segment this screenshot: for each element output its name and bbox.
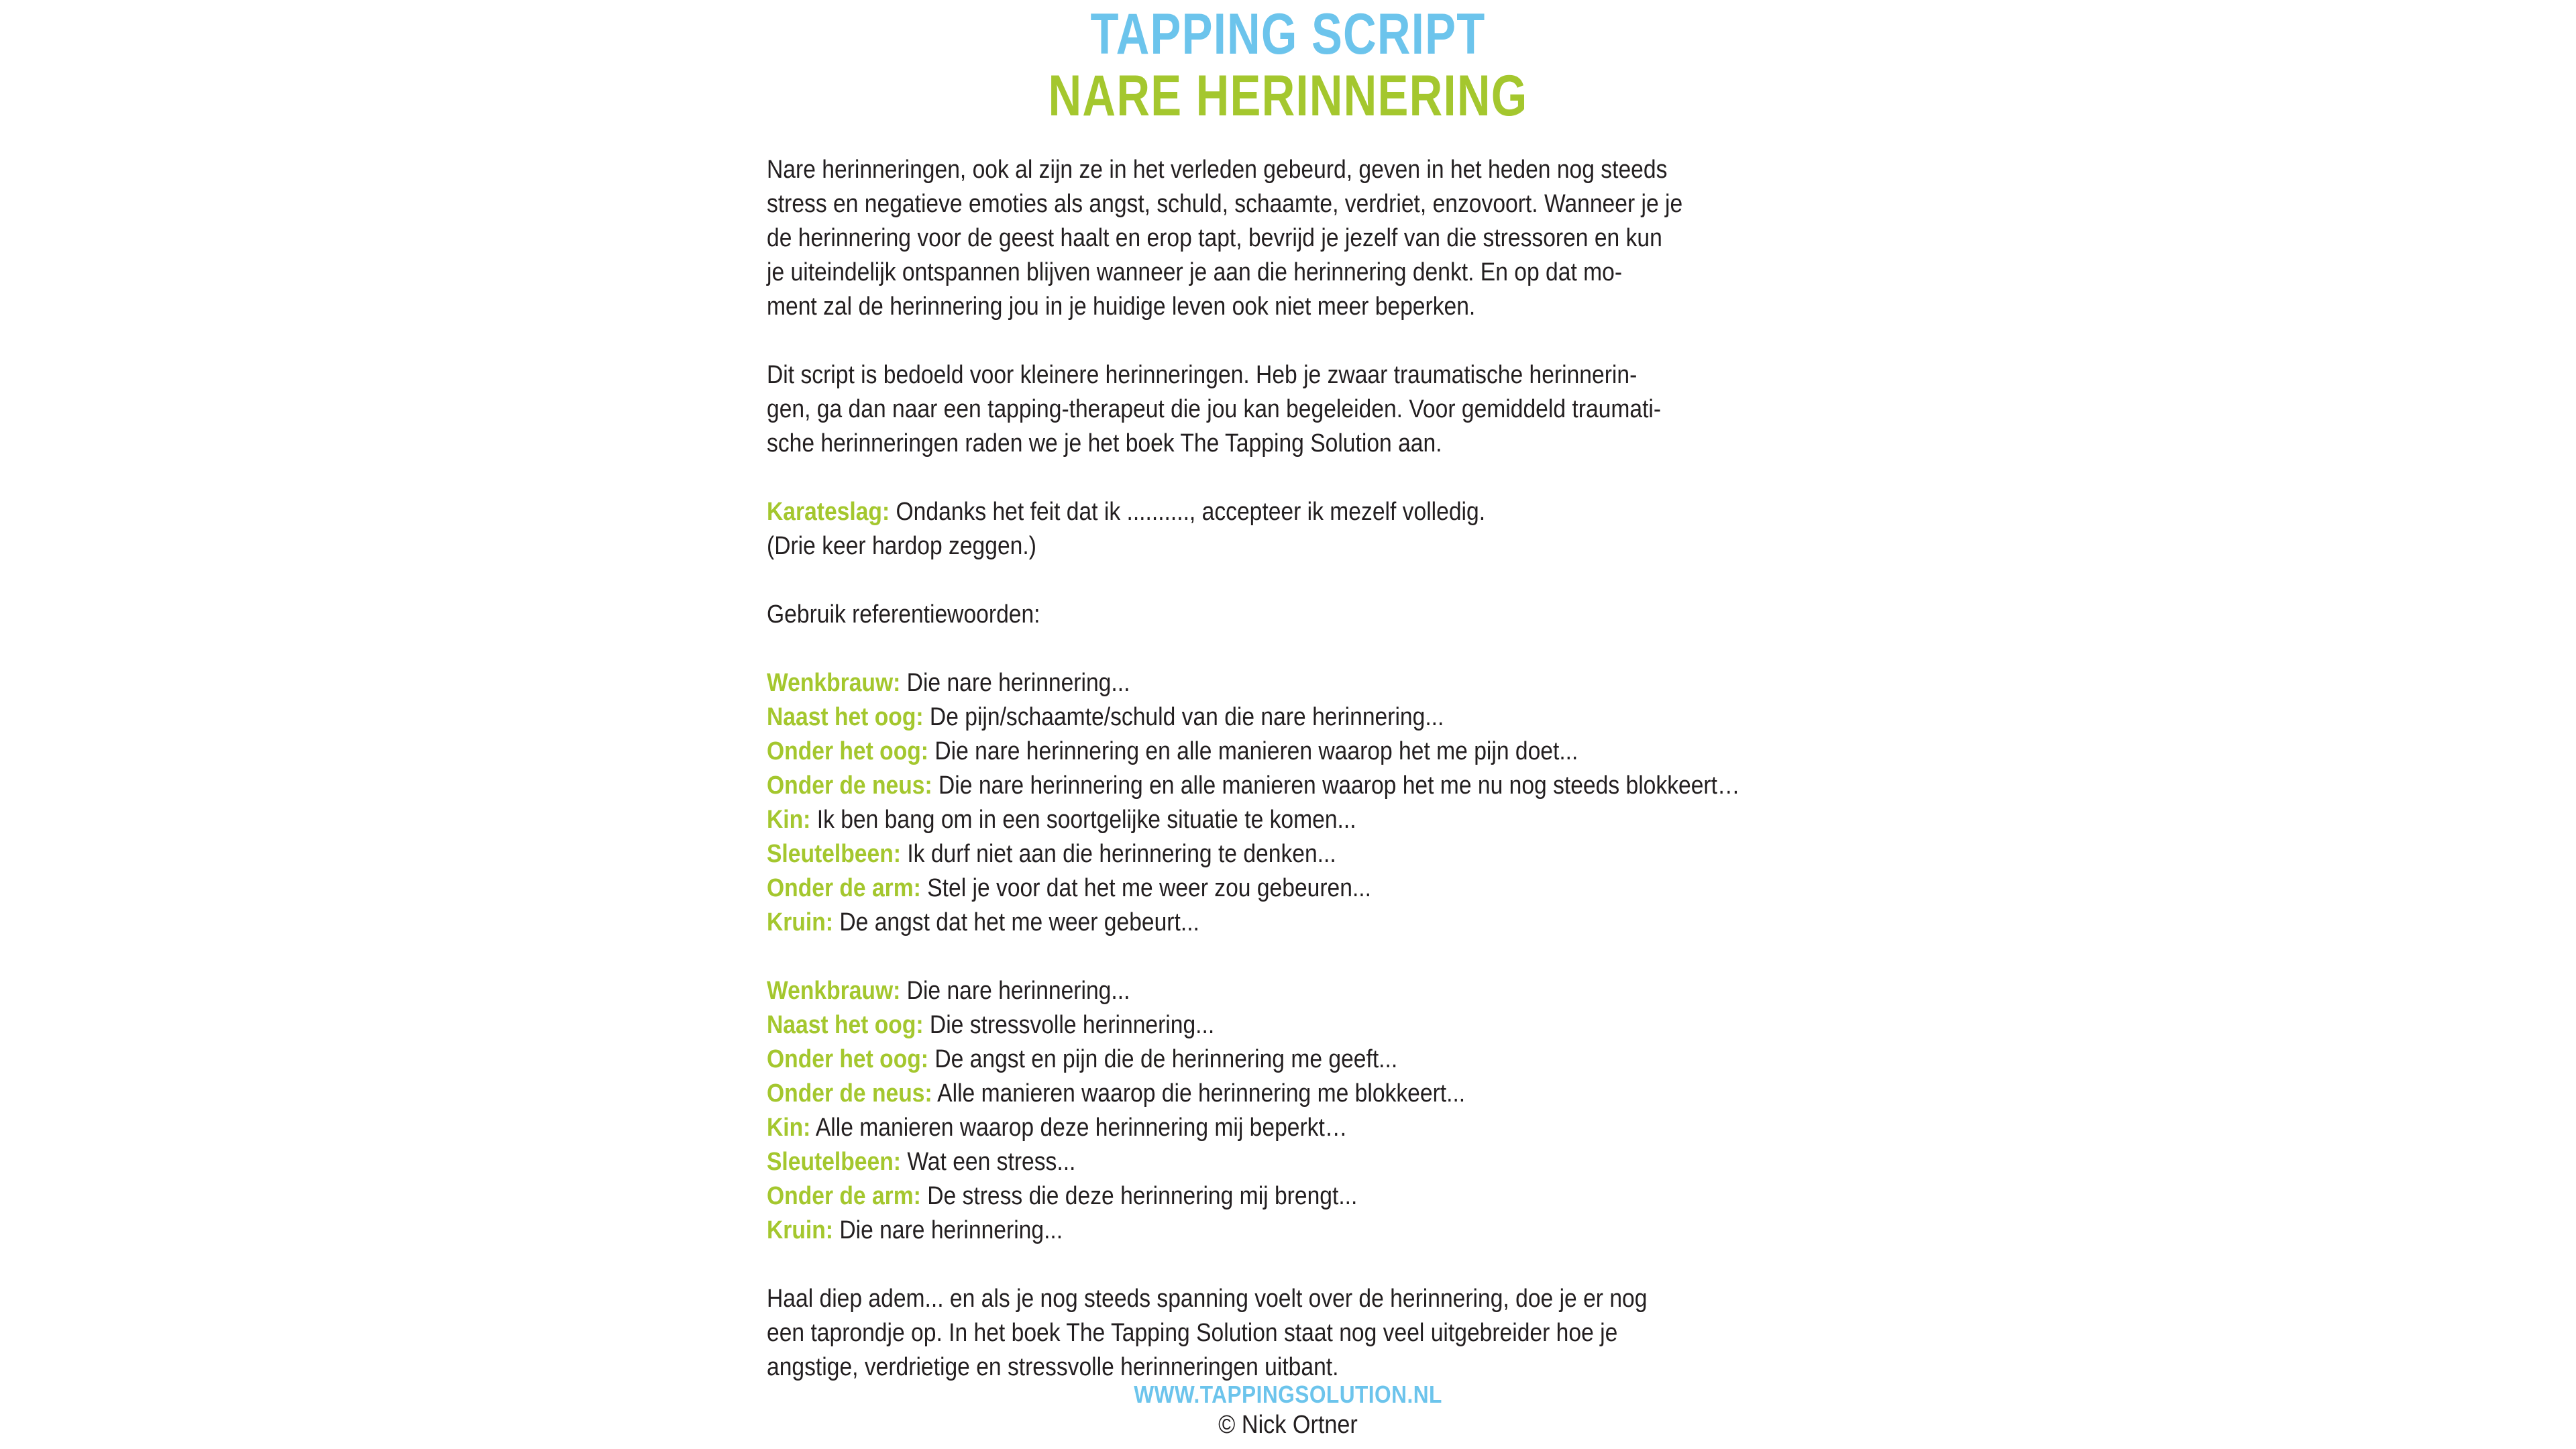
intro-p1-line: de herinnering voor de geest haalt en erop tapt, bevrijd je jezelf van die stressoren en kun [767,224,1662,252]
setup-phrase: Ondanks het feit dat ik .........., accepteer ik mezelf volledig. [896,498,1486,526]
tapping-point-label: Onder de neus: [767,771,932,800]
title-line-tapping-script: TAPPING SCRIPT [1090,2,1486,66]
tapping-point-label: Naast het oog: [767,1011,924,1039]
intro-p2-line: gen, ga dan naar een tapping-therapeut die jou kan begeleiden. Voor gemiddeld traumati- [767,395,1662,423]
intro-paragraph-2 [767,358,1820,461]
tapping-point-label: Kin: [767,806,811,834]
intro-paragraph-1 [767,153,1820,324]
tapping-point-row [767,1111,1820,1145]
tapping-round-2 [767,974,1820,1248]
tapping-point-row [767,666,1820,700]
footer-copyright: © Nick Ortner [1218,1410,1358,1439]
tapping-point-phrase: Stel je voor dat het me weer zou gebeuren... [927,874,1371,902]
intro-p1-line: ment zal de herinnering jou in je huidige leven ook niet meer beperken. [767,292,1476,321]
tapping-point-label: Onder de arm: [767,874,921,902]
tapping-point-row [767,1214,1820,1248]
tapping-point-label: Kruin: [767,1216,834,1244]
tapping-point-label: Naast het oog: [767,703,924,731]
closing-line: een taprondje op. In het boek The Tapping Solution staat nog veel uitgebreider hoe je [767,1319,1618,1347]
setup-text [890,498,896,526]
tapping-point-row [767,1077,1820,1111]
intro-p2-line: Dit script is bedoeld voor kleinere herinneringen. Heb je zwaar traumatische herinnerin- [767,361,1638,389]
tapping-point-row [767,1042,1820,1077]
tapping-point-label: Wenkbrauw: [767,669,901,697]
tapping-point-row [767,1145,1820,1179]
tapping-point-phrase: Die nare herinnering... [839,1216,1063,1244]
tapping-point-phrase: Die stressvolle herinnering... [929,1011,1215,1039]
tapping-point-phrase: Wat een stress... [907,1148,1076,1176]
tapping-point-phrase: De stress die deze herinnering mij brengt... [927,1182,1358,1210]
tapping-point-label: Kruin: [767,908,834,936]
setup-statement [767,495,1820,564]
tapping-point-phrase: De angst dat het me weer gebeurt... [839,908,1199,936]
intro-p1-line: stress en negatieve emoties als angst, schuld, schaamte, verdriet, enzovoort. Wanneer je je [767,190,1683,218]
tapping-point-row [767,1008,1820,1042]
tapping-point-phrase: Die nare herinnering... [906,669,1130,697]
tapping-point-phrase: Ik ben bang om in een soortgelijke situatie te komen... [816,806,1356,834]
setup-instruction: (Drie keer hardop zeggen.) [767,532,1036,560]
reference-words-heading-block [767,598,1820,632]
reference-words-heading: Gebruik referentiewoorden: [767,600,1040,629]
closing-line: Haal diep adem... en als je nog steeds spanning voelt over de herinnering, doe je er nog [767,1285,1648,1313]
setup-statement-line [767,495,1820,529]
paragraph-gap [767,324,1820,358]
tapping-point-row [767,769,1820,803]
tapping-point-label: Sleutelbeen: [767,840,901,868]
tapping-point-phrase: Die nare herinnering en alle manieren waarop het me nu nog steeds blokkeert… [938,771,1740,800]
tapping-point-label: Onder het oog: [767,1045,928,1073]
closing-paragraph [767,1282,1820,1385]
tapping-point-phrase: De angst en pijn die de herinnering me geeft... [934,1045,1398,1073]
tapping-point-phrase: Die nare herinnering... [906,977,1130,1005]
tapping-point-row [767,1179,1820,1214]
intro-p2-line: sche herinneringen raden we je het boek The Tapping Solution aan. [767,429,1442,458]
paragraph-gap [767,632,1820,666]
tapping-point-phrase: Die nare herinnering en alle manieren waarop het me pijn doet... [934,737,1578,765]
tapping-round-1 [767,666,1820,940]
paragraph-gap [767,461,1820,495]
paragraph-gap [767,940,1820,974]
tapping-point-label: Onder de arm: [767,1182,921,1210]
tapping-point-row [767,700,1820,735]
tapping-point-label: Onder de neus: [767,1079,932,1108]
tapping-point-label: Wenkbrauw: [767,977,901,1005]
title-line-nare-herinnering: NARE HERINNERING [1048,64,1528,128]
setup-label: Karateslag: [767,498,890,526]
tapping-point-phrase: De pijn/schaamte/schuld van die nare herinnering... [929,703,1444,731]
tapping-point-phrase: Alle manieren waarop die herinnering me blokkeert... [937,1079,1466,1108]
footer-website-link[interactable]: WWW.TAPPINGSOLUTION.NL [1134,1381,1442,1408]
tapping-point-phrase: Ik durf niet aan die herinnering te denken... [907,840,1336,868]
tapping-point-row [767,803,1820,837]
tapping-point-label: Onder het oog: [767,737,928,765]
tapping-point-row [767,871,1820,906]
tapping-point-label: Kin: [767,1114,811,1142]
tapping-point-row [767,906,1820,940]
paragraph-gap [767,1248,1820,1282]
tapping-point-row [767,837,1820,871]
tapping-point-phrase: Alle manieren waarop deze herinnering mij beperkt… [815,1114,1348,1142]
tapping-point-row [767,974,1820,1008]
intro-p1-line: je uiteindelijk ontspannen blijven wanneer je aan die herinnering denkt. En op dat mo- [767,258,1623,286]
paragraph-gap [767,564,1820,598]
document-body [767,153,1820,1385]
tapping-point-label: Sleutelbeen: [767,1148,901,1176]
intro-p1-line: Nare herinneringen, ook al zijn ze in het verleden gebeurd, geven in het heden nog steeds [767,156,1668,184]
document-title [0,2,2576,128]
tapping-point-row [767,735,1820,769]
closing-line: angstige, verdrietige en stressvolle herinneringen uitbant. [767,1353,1339,1381]
document-footer [0,1382,2576,1443]
